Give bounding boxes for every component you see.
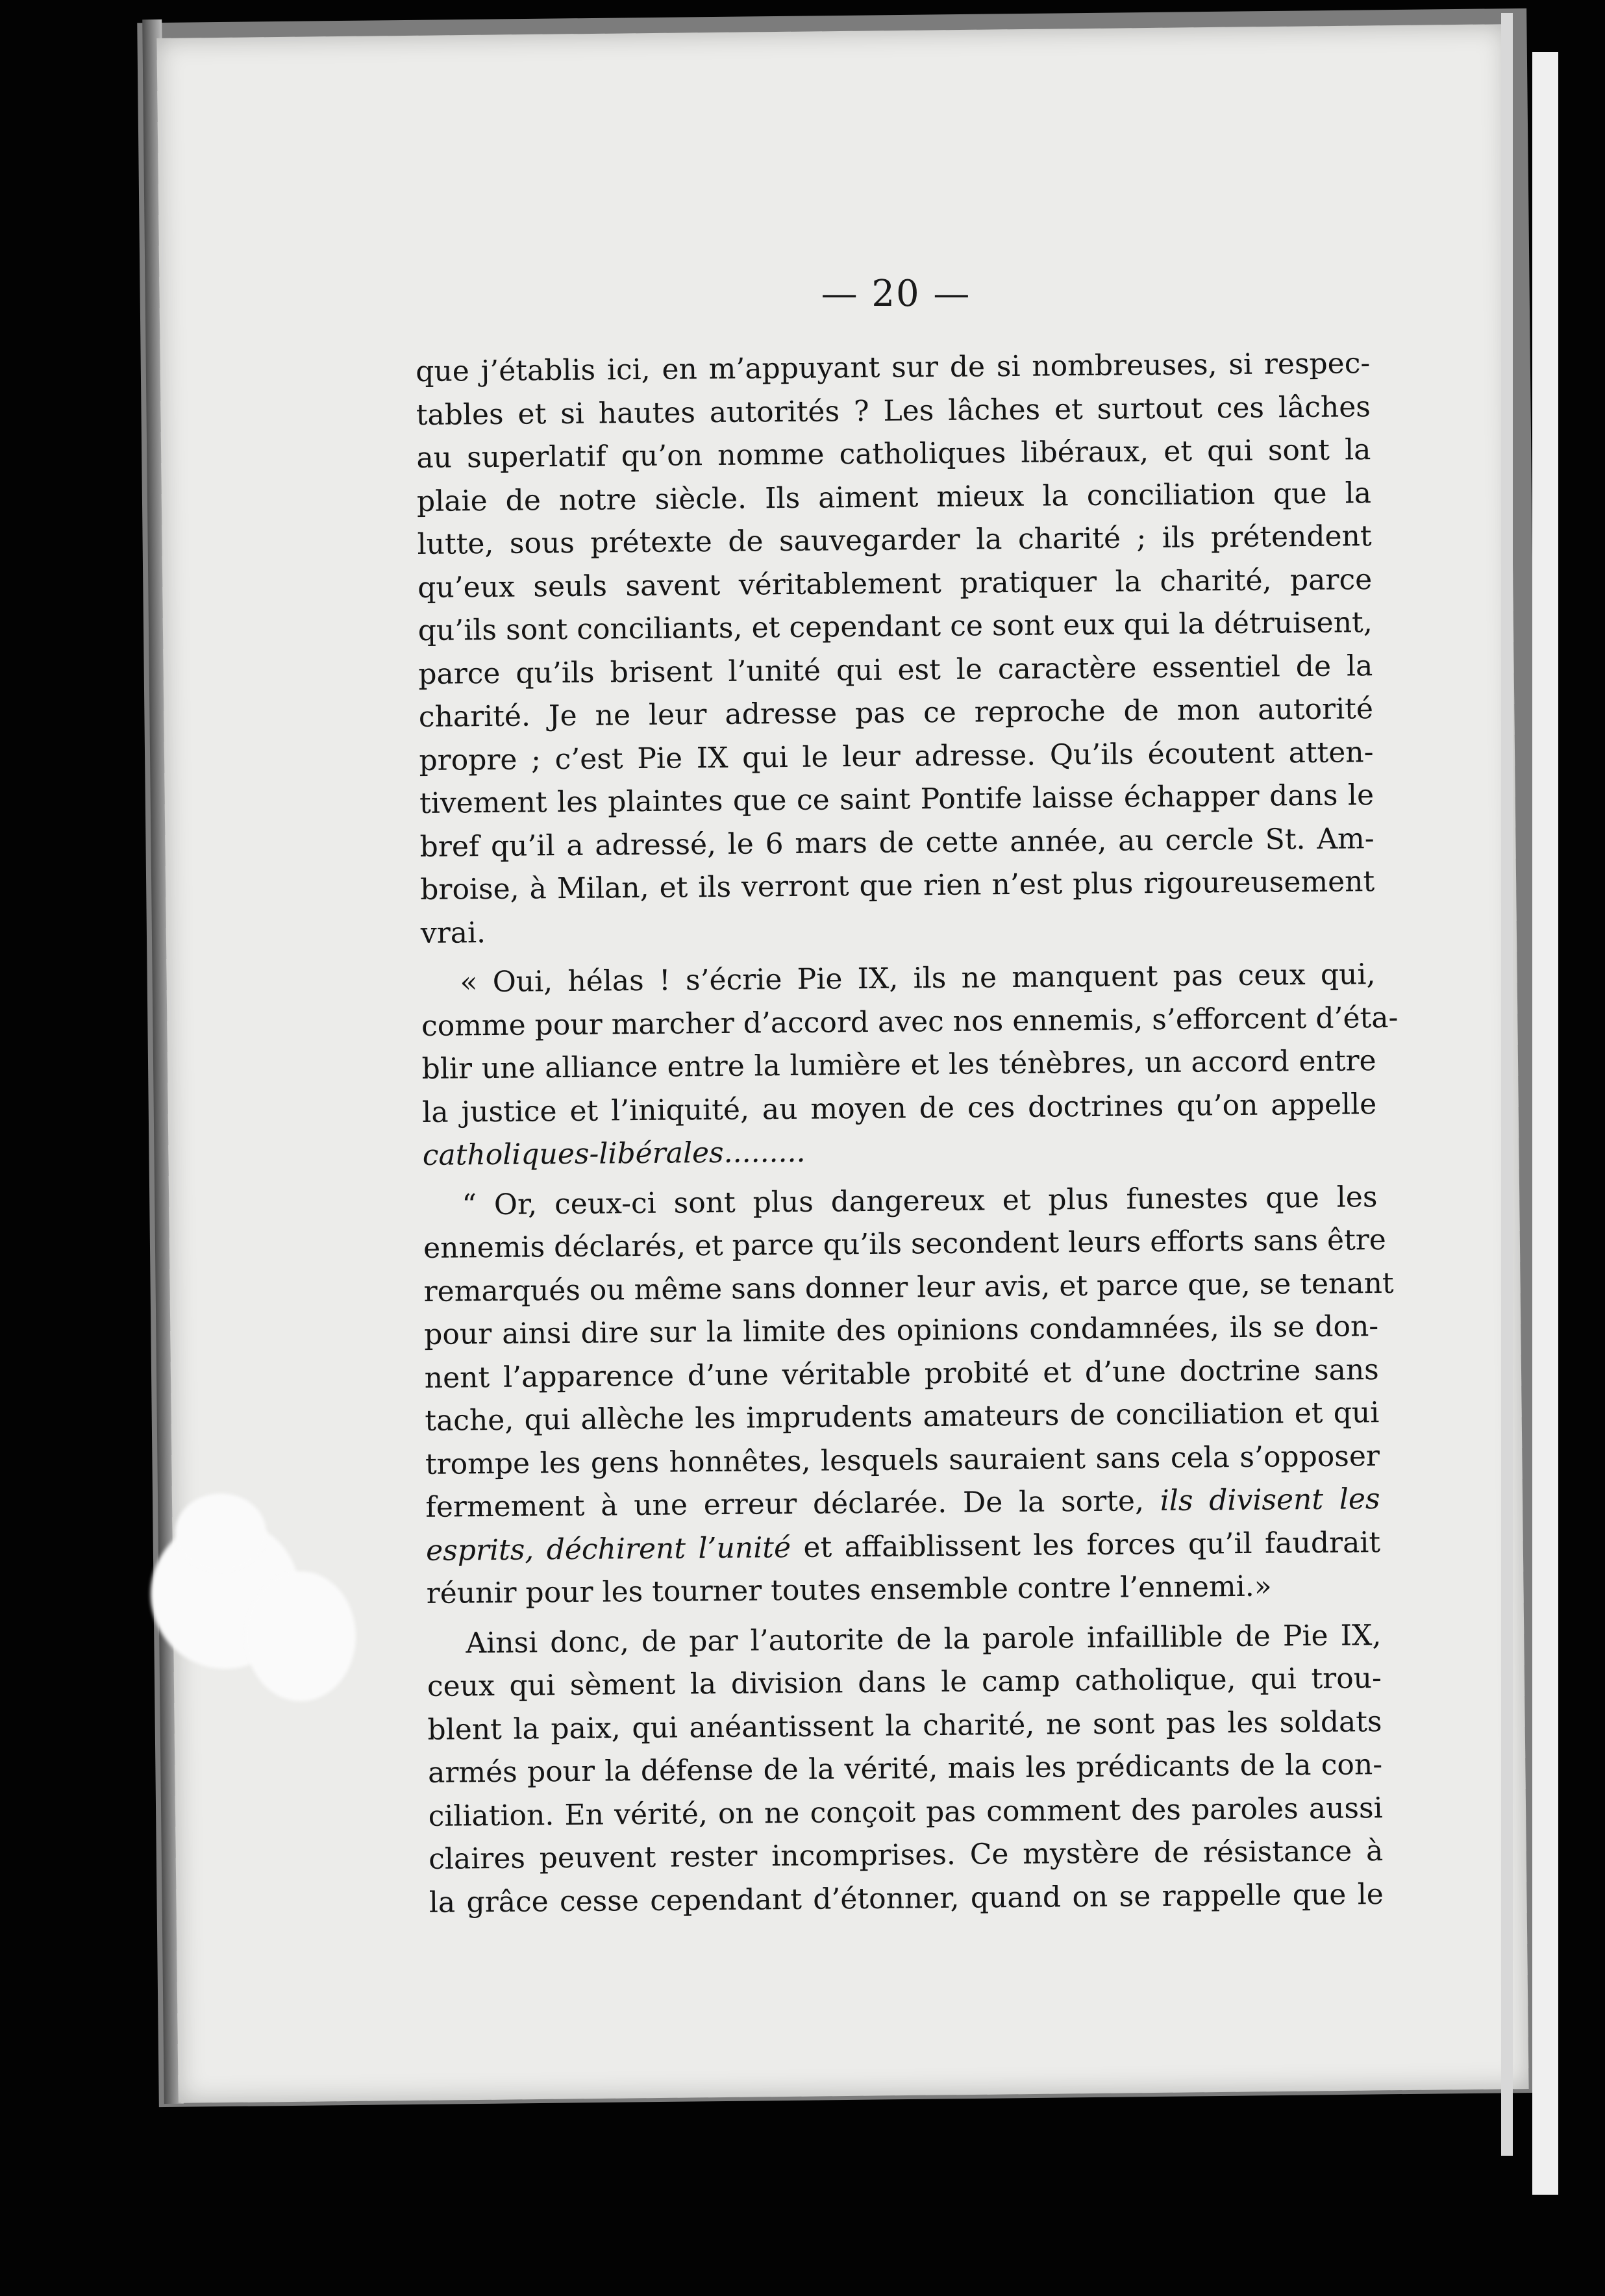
text-line: blent la paix, qui anéantissent la charité, ne sont pas les soldats xyxy=(427,1704,1382,1747)
text-line: qu’eux seuls savent véritablement pratiquer la charité, parce xyxy=(417,562,1373,605)
text-line: « Oui, hélas ! s’écrie Pie IX, ils ne manquent pas ceux qui, xyxy=(460,958,1376,999)
text-segment: fermement à une erreur déclarée. De la sorte, xyxy=(425,1484,1145,1524)
italic-text: esprits, déchirent l’unité xyxy=(425,1530,791,1567)
text-line: lutte, sous prétexte de sauvegarder la charité ; ils prétendent xyxy=(417,519,1372,561)
text-line: tivement les plaintes que ce saint Pontife laisse échapper dans le xyxy=(419,779,1375,820)
text-line: broise, à Milan, et ils verront que rien n’est plus rigoureusement xyxy=(420,865,1375,906)
text-line: comme pour marcher d’accord avec nos ennemis, s’efforcent d’éta- xyxy=(421,1001,1399,1043)
next-page-edge xyxy=(1501,13,1513,2156)
text-line: tables et si hautes autorités ? Les lâches et surtout ces lâches xyxy=(416,390,1371,432)
text-line: ceux qui sèment la division dans le camp catholique, qui trou- xyxy=(427,1662,1382,1703)
paper-stain xyxy=(175,1493,266,1571)
text-segment: et affaiblissent les forces qu’il faudrait xyxy=(803,1525,1381,1564)
text-line: remarqués ou même sans donner leur avis, et parce que, se tenant xyxy=(423,1266,1394,1308)
text-line: “ Or, ceux-ci sont plus dangereux et plus funestes que les xyxy=(462,1180,1378,1221)
text-line: trompe les gens honnêtes, lesquels sauraient sans cela s’opposer xyxy=(425,1439,1380,1481)
text-line: armés pour la défense de la vérité, mais les prédicants de la con- xyxy=(427,1748,1383,1790)
text-line-mixed xyxy=(425,1478,1380,1529)
paper-stain xyxy=(245,1571,356,1701)
text-line: bref qu’il a adressé, le 6 mars de cette année, au cercle St. Am- xyxy=(419,821,1375,864)
text-line: vrai. xyxy=(420,916,486,950)
text-line: la justice et l’iniquité, au moyen de ces doctrines qu’on appelle xyxy=(422,1087,1377,1129)
page-number: — 20 — xyxy=(821,273,971,315)
text-line: blir une alliance entre la lumière et les ténèbres, un accord entre xyxy=(421,1044,1376,1086)
text-line: que j’établis ici, en m’appuyant sur de si nombreuses, si respec- xyxy=(416,347,1371,388)
text-line: au superlatif qu’on nomme catholiques libéraux, et qui sont la xyxy=(416,433,1371,475)
page-body-text xyxy=(416,342,1399,1925)
text-line: nent l’apparence d’une véritable probité et d’une doctrine sans xyxy=(424,1353,1379,1395)
text-line: tache, qui allèche les imprudents amateurs de conciliation et qui xyxy=(425,1396,1380,1438)
text-line: plaie de notre siècle. Ils aiment mieux la conciliation que la xyxy=(416,476,1372,518)
text-line: réunir pour les tourner toutes ensemble contre l’ennemi.» xyxy=(426,1569,1272,1610)
text-line: la grâce cesse cependant d’étonner, quand on se rappelle que le xyxy=(429,1877,1384,1919)
text-line: charité. Je ne leur adresse pas ce reproche de mon autorité xyxy=(418,692,1374,734)
text-line: propre ; c’est Pie IX qui le leur adresse. Qu’ils écoutent atten- xyxy=(419,735,1374,777)
text-line: parce qu’ils brisent l’unité qui est le caractère essentiel de la xyxy=(418,649,1373,691)
text-line: Ainsi donc, de par l’autorite de la parole infaillible de Pie IX, xyxy=(466,1618,1382,1660)
text-line: pour ainsi dire sur la limite des opinions condamnées, ils se don- xyxy=(424,1310,1379,1351)
text-line: claires peuvent rester incomprises. Ce mystère de résistance à xyxy=(429,1834,1384,1876)
italic-text: catholiques-libérales......... xyxy=(422,1135,806,1172)
text-line: qu’ils sont conciliants, et cependant ce sont eux qui la détruisent, xyxy=(417,606,1373,647)
next-page-strip xyxy=(1532,52,1558,2195)
text-line-mixed xyxy=(426,1521,1381,1573)
italic-text: ils divisent les xyxy=(1160,1482,1380,1518)
text-line: ennemis déclarés, et parce qu’ils secondent leurs efforts sans être xyxy=(423,1223,1387,1265)
text-line: ciliation. En vérité, on ne conçoit pas comment des paroles aussi xyxy=(428,1791,1383,1833)
